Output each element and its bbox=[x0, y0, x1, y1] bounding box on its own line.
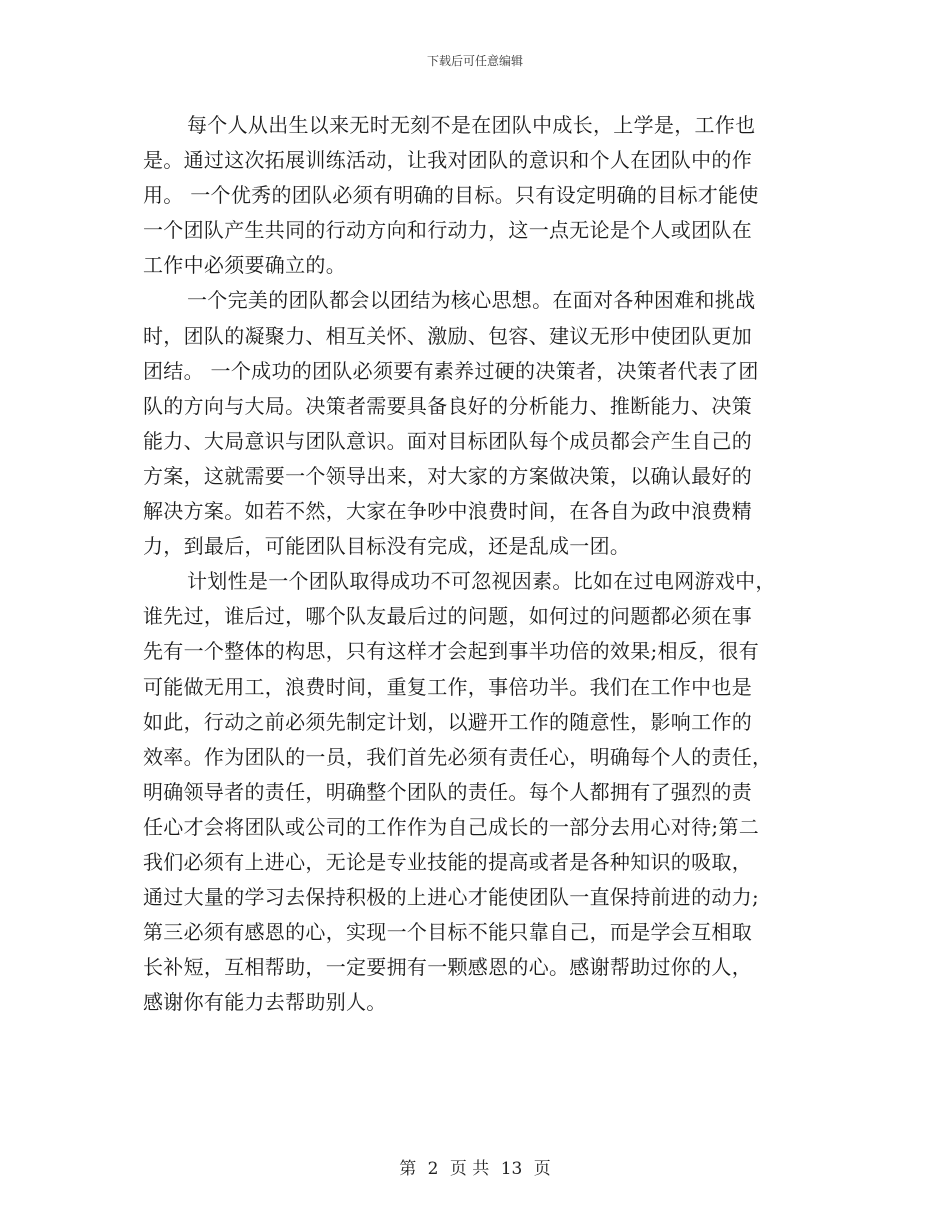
text-line: 用。 一个优秀的团队必须有明确的目标。只有设定明确的目标才能使 bbox=[143, 183, 759, 208]
footer-page-number: 2 bbox=[427, 1159, 439, 1179]
text-line: 任心才会将团队或公司的工作作为自己成长的一部分去用心对待;第二 bbox=[143, 814, 760, 839]
text-line: 第三必须有感恩的心，实现一个目标不能只靠自己，而是学会互相取 bbox=[143, 920, 752, 945]
text-line: 先有一个整体的构思，只有这样才会起到事半功倍的效果;相反，很有 bbox=[143, 639, 760, 664]
text-line: 工作中必须要确立的。 bbox=[143, 253, 346, 278]
text-line: 时，团队的凝聚力、相互关怀、激励、包容、建议无形中使团队更加 bbox=[143, 323, 752, 348]
text-line: 谁先过，谁后过，哪个队友最后过的问题，如何过的问题都必须在事 bbox=[143, 604, 752, 629]
text-line: 通过大量的学习去保持积极的上进心才能使团队一直保持前进的动力; bbox=[143, 885, 760, 910]
footer-prefix: 第 bbox=[399, 1159, 417, 1179]
text-line: 解决方案。如若不然，大家在争吵中浪费时间，在各自为政中浪费精 bbox=[143, 499, 752, 524]
text-line: 一个完美的团队都会以团结为核心思想。在面对各种困难和挑战 bbox=[187, 288, 756, 313]
text-line: 如此，行动之前必须先制定计划，以避开工作的随意性，影响工作的 bbox=[143, 709, 752, 734]
footer-total-pages: 13 bbox=[500, 1159, 523, 1179]
text-line: 我们必须有上进心，无论是专业技能的提高或者是各种知识的吸取， bbox=[143, 849, 752, 874]
page-footer bbox=[0, 1154, 950, 1179]
text-line: 力，到最后，可能团队目标没有完成，还是乱成一团。 bbox=[143, 534, 631, 559]
text-line: 计划性是一个团队取得成功不可忽视因素。比如在过电网游戏中， bbox=[187, 569, 776, 594]
text-line: 长补短，互相帮助，一定要拥有一颗感恩的心。感谢帮助过你的人， bbox=[143, 955, 752, 980]
text-line: 队的方向与大局。决策者需要具备良好的分析能力、推断能力、决策 bbox=[143, 393, 752, 418]
text-line: 团结。 一个成功的团队必须要有素养过硬的决策者，决策者代表了团 bbox=[143, 358, 759, 383]
footer-middle: 页 共 bbox=[449, 1159, 490, 1179]
footer-suffix: 页 bbox=[533, 1159, 551, 1179]
page-header: 下载后可任意编辑 bbox=[426, 54, 523, 68]
text-line: 能力、大局意识与团队意识。面对目标团队每个成员都会产生自己的 bbox=[143, 428, 752, 453]
text-line: 一个团队产生共同的行动方向和行动力，这一点无论是个人或团队在 bbox=[143, 218, 752, 243]
text-line: 可能做无用工，浪费时间，重复工作，事倍功半。我们在工作中也是 bbox=[143, 674, 752, 699]
text-line: 方案，这就需要一个领导出来，对大家的方案做决策，以确认最好的 bbox=[143, 463, 752, 488]
document-body bbox=[143, 108, 807, 1020]
text-line: 每个人从出生以来无时无刻不是在团队中成长，上学是，工作也 bbox=[187, 113, 756, 137]
text-line: 明确领导者的责任，明确整个团队的责任。每个人都拥有了强烈的责 bbox=[143, 779, 752, 804]
text-line: 是。通过这次拓展训练活动，让我对团队的意识和个人在团队中的作 bbox=[143, 148, 752, 173]
text-line: 效率。作为团队的一员，我们首先必须有责任心，明确每个人的责任， bbox=[143, 744, 773, 769]
text-line: 感谢你有能力去帮助别人。 bbox=[143, 990, 387, 1015]
